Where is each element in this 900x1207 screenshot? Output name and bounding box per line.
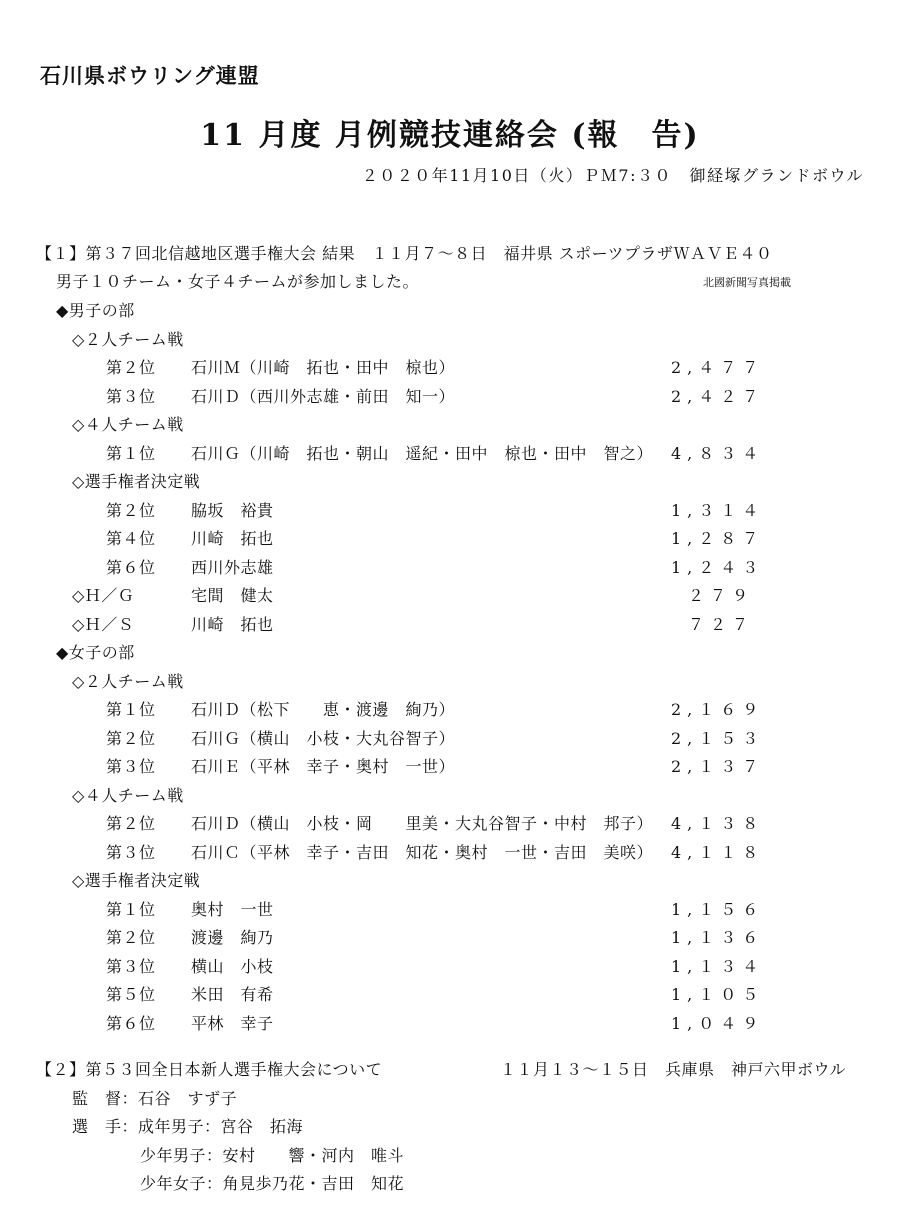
result-score: 4,１３８ [671, 814, 765, 833]
result-name: 渡邊 絢乃 [191, 928, 274, 947]
result-name: 川崎 拓也 [191, 529, 274, 548]
result-name: 石川Ｅ（平林 幸子・奥村 一世） [191, 757, 456, 776]
result-rank: 第１位 [106, 700, 156, 719]
result-score: 2,１５３ [671, 729, 765, 748]
section1-heading: 【１】第３７回北信越地区選手権大会 結果 １１月７～８日 福井県 スポーツプラザＷＡＶＥ４０ [36, 244, 773, 263]
high-series-name: 川崎 拓也 [191, 615, 274, 634]
result-score: 1,０４９ [671, 1014, 765, 1033]
result-score: 2,４７７ [671, 358, 765, 377]
women-section-header: ◆女子の部 [56, 643, 135, 662]
result-rank: 第２位 [106, 928, 156, 947]
result-name: 石川Ｍ（川崎 拓也・田中 椋也） [191, 358, 456, 377]
result-score: 2,１６９ [671, 700, 765, 719]
women-2p-header: ◇２人チーム戦 [72, 672, 184, 691]
result-score: 1,２４３ [671, 558, 765, 577]
result-name: 平林 幸子 [191, 1014, 274, 1033]
high-game-name: 宅間 健太 [191, 586, 274, 605]
photo-note: 北國新聞写真掲載 [703, 276, 791, 289]
result-rank: 第３位 [106, 757, 156, 776]
result-rank: 第６位 [106, 558, 156, 577]
result-rank: 第３位 [106, 843, 156, 862]
result-name: 西川外志雄 [191, 558, 274, 577]
result-rank: 第２位 [106, 501, 156, 520]
result-name: 石川Ｄ（西川外志雄・前田 知一） [191, 387, 456, 406]
document-title: 11 月度 月例競技連絡会 (報 告) [200, 118, 700, 153]
section2-schedule: １１月１３～１５日 兵庫県 神戸六甲ボウル [500, 1060, 847, 1079]
result-name: 石川Ｄ（横山 小枝・岡 里美・大丸谷智子・中村 邦子） [191, 814, 654, 833]
result-score: 2,４２７ [671, 387, 765, 406]
result-score: 1,１５６ [671, 900, 765, 919]
high-series-score: ７２７ [688, 615, 755, 634]
result-rank: 第２位 [106, 814, 156, 833]
men-championship-header: ◇選手権者決定戦 [72, 472, 201, 491]
men-2p-header: ◇２人チーム戦 [72, 330, 184, 349]
women-championship-header: ◇選手権者決定戦 [72, 871, 201, 890]
result-name: 脇坂 裕貴 [191, 501, 274, 520]
women-4p-header: ◇４人チーム戦 [72, 786, 184, 805]
section1-intro: 男子１０チーム・女子４チームが参加しました。 [56, 272, 420, 291]
players-girls-line: 少年女子：角見歩乃花・吉田 知花 [140, 1174, 405, 1193]
result-score: 1,１３４ [671, 957, 765, 976]
result-rank: 第３位 [106, 957, 156, 976]
section2-heading: 【２】第５３回全日本新人選手権大会について [36, 1060, 383, 1079]
result-rank: 第５位 [106, 985, 156, 1004]
result-rank: 第２位 [106, 729, 156, 748]
result-name: 米田 有希 [191, 985, 274, 1004]
result-rank: 第１位 [106, 900, 156, 919]
result-rank: 第１位 [106, 444, 156, 463]
men-section-header: ◆男子の部 [56, 301, 135, 320]
high-game-label: ◇Ｈ／Ｇ [72, 586, 135, 605]
result-name: 横山 小枝 [191, 957, 274, 976]
result-name: 石川Ｃ（平林 幸子・吉田 知花・奥村 一世・吉田 美咲） [191, 843, 654, 862]
organization-name: 石川県ボウリング連盟 [40, 63, 260, 88]
result-name: 石川Ｇ（川崎 拓也・朝山 遥紀・田中 椋也・田中 智之） [191, 444, 654, 463]
result-rank: 第３位 [106, 387, 156, 406]
players-boys-line: 少年男子：安村 響・河内 唯斗 [140, 1146, 405, 1165]
result-name: 石川Ｇ（横山 小枝・大丸谷智子） [191, 729, 456, 748]
result-score: 4,１１８ [671, 843, 765, 862]
result-score: 2,１３７ [671, 757, 765, 776]
players-adult-line: 選 手：成年男子：宮谷 拓海 [72, 1117, 304, 1136]
result-score: 1,１０５ [671, 985, 765, 1004]
result-rank: 第２位 [106, 358, 156, 377]
result-score: 1,２８７ [671, 529, 765, 548]
coach-line: 監 督：石谷 すず子 [72, 1089, 238, 1108]
men-4p-header: ◇４人チーム戦 [72, 415, 184, 434]
high-game-score: ２７９ [688, 586, 755, 605]
result-name: 奥村 一世 [191, 900, 274, 919]
result-score: 1,３１４ [671, 501, 765, 520]
high-series-label: ◇Ｈ／Ｓ [72, 615, 135, 634]
result-rank: 第４位 [106, 529, 156, 548]
result-score: 4,８３４ [671, 444, 765, 463]
result-rank: 第６位 [106, 1014, 156, 1033]
result-score: 1,１３６ [671, 928, 765, 947]
meeting-datetime: ２０２０年11月10日（火）ＰＭ7:３０ 御経塚グランドボウル [361, 166, 864, 185]
result-name: 石川Ｄ（松下 恵・渡邊 絢乃） [191, 700, 456, 719]
